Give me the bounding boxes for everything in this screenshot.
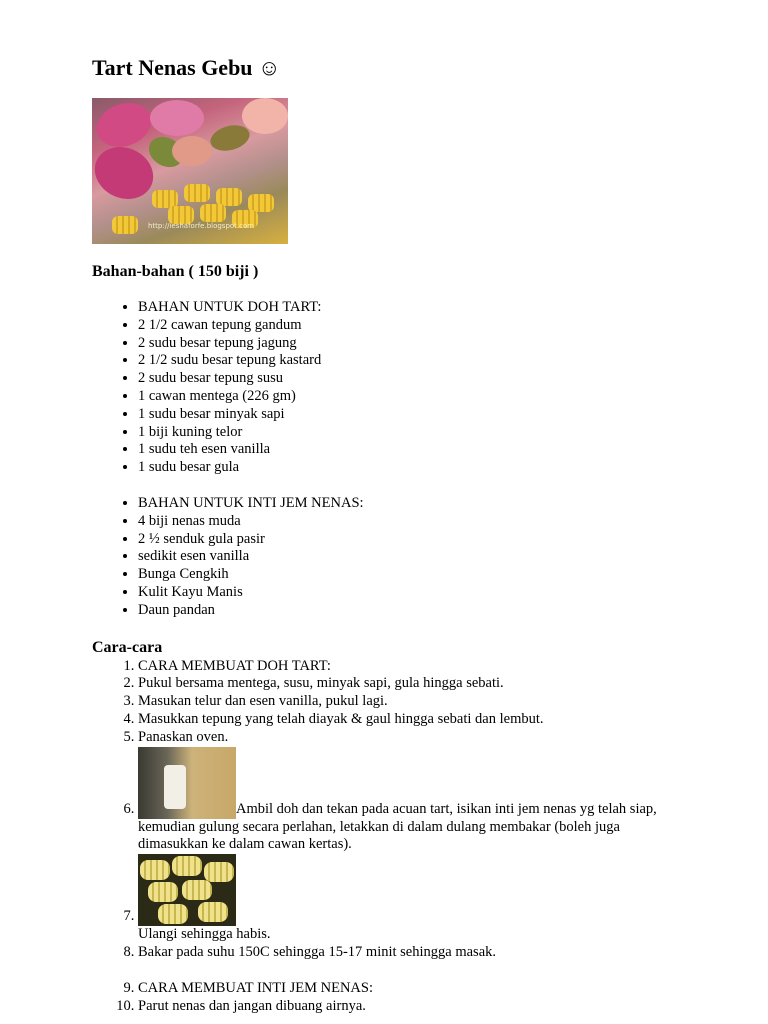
- list-item: • 1 sudu besar gula: [138, 459, 692, 477]
- step-text: Ulangi sehingga habis.: [138, 926, 271, 943]
- list-item: • 2 1/2 sudu besar tepung kastard: [138, 352, 692, 370]
- list-item: • 1 cawan mentega (226 gm): [138, 388, 692, 406]
- tart-piece: [140, 860, 170, 880]
- page-title: Tart Nenas Gebu ☺: [92, 55, 281, 80]
- ingredients-heading: Bahan-bahan ( 150 biji ): [92, 263, 259, 280]
- step-photo: [138, 854, 236, 926]
- list-item: • 1 sudu besar minyak sapi: [138, 406, 692, 424]
- flower-petal: [150, 100, 204, 136]
- dough-ingredients-list: [92, 299, 692, 477]
- tart-piece: [184, 184, 210, 202]
- tart-piece: [204, 862, 234, 882]
- list-item: • sedikit esen vanilla: [138, 548, 692, 566]
- tart-piece: [200, 204, 226, 222]
- tart-piece: [112, 216, 138, 234]
- tart-piece: [148, 882, 178, 902]
- method-heading: Cara-cara: [92, 638, 163, 656]
- tart-piece: [198, 902, 228, 922]
- list-item: • 2 sudu besar tepung susu: [138, 370, 692, 388]
- image-watermark: http://ieshaforfe.blogspot.com: [148, 222, 255, 230]
- list-item: • BAHAN UNTUK INTI JEM NENAS:: [138, 495, 692, 513]
- list-item: • 2 sudu besar tepung jagung: [138, 335, 692, 353]
- list-item: • Bunga Cengkih: [138, 566, 692, 584]
- list-item: [138, 854, 692, 944]
- list-item: • 4 biji nenas muda: [138, 513, 692, 531]
- list-item: • 1 biji kuning telor: [138, 424, 692, 442]
- method-steps-list: [92, 658, 692, 1016]
- list-item: 5. Panaskan oven.: [138, 729, 692, 747]
- spacer: [138, 962, 692, 980]
- list-item: 10. Parut nenas dan jangan dibuang airnya.: [138, 998, 692, 1016]
- list-item: • Kulit Kayu Manis: [138, 584, 692, 602]
- list-item: [138, 747, 692, 855]
- list-item: 1. CARA MEMBUAT DOH TART:: [138, 658, 692, 676]
- list-item: 9. CARA MEMBUAT INTI JEM NENAS:: [138, 980, 692, 998]
- list-item: • 2 1/2 cawan tepung gandum: [138, 317, 692, 335]
- tart-piece: [172, 856, 202, 876]
- tart-photo: [92, 98, 288, 244]
- step-text: Ambil doh dan tekan pada acuan tart, isikan inti jem nenas yg telah siap, kemudian gulung secara perlahan, letakkan di dalam dulang membakar (boleh juga dimasukkan ke dalam cawan kertas).: [138, 800, 657, 853]
- list-item: • 1 sudu teh esen vanilla: [138, 441, 692, 459]
- list-item: 2. Pukul bersama mentega, susu, minyak sapi, gula hingga sebati.: [138, 675, 692, 693]
- step-photo: [138, 747, 236, 819]
- list-item: • 2 ½ senduk gula pasir: [138, 531, 692, 549]
- flower-petal: [92, 98, 157, 154]
- list-item: • BAHAN UNTUK DOH TART:: [138, 299, 692, 317]
- flower-petal: [242, 98, 288, 134]
- list-item: 3. Masukan telur dan esen vanilla, pukul lagi.: [138, 693, 692, 711]
- tart-piece: [182, 880, 212, 900]
- flower-petal: [172, 136, 212, 166]
- tart-piece: [158, 904, 188, 924]
- dough-roller: [164, 765, 186, 809]
- list-item: 4. Masukkan tepung yang telah diayak & gaul hingga sebati dan lembut.: [138, 711, 692, 729]
- recipe-page: [92, 54, 692, 1015]
- list-item: • Daun pandan: [138, 602, 692, 620]
- filling-ingredients-list: [92, 495, 692, 620]
- list-item: 8. Bakar pada suhu 150C sehingga 15-17 minit sehingga masak.: [138, 944, 692, 962]
